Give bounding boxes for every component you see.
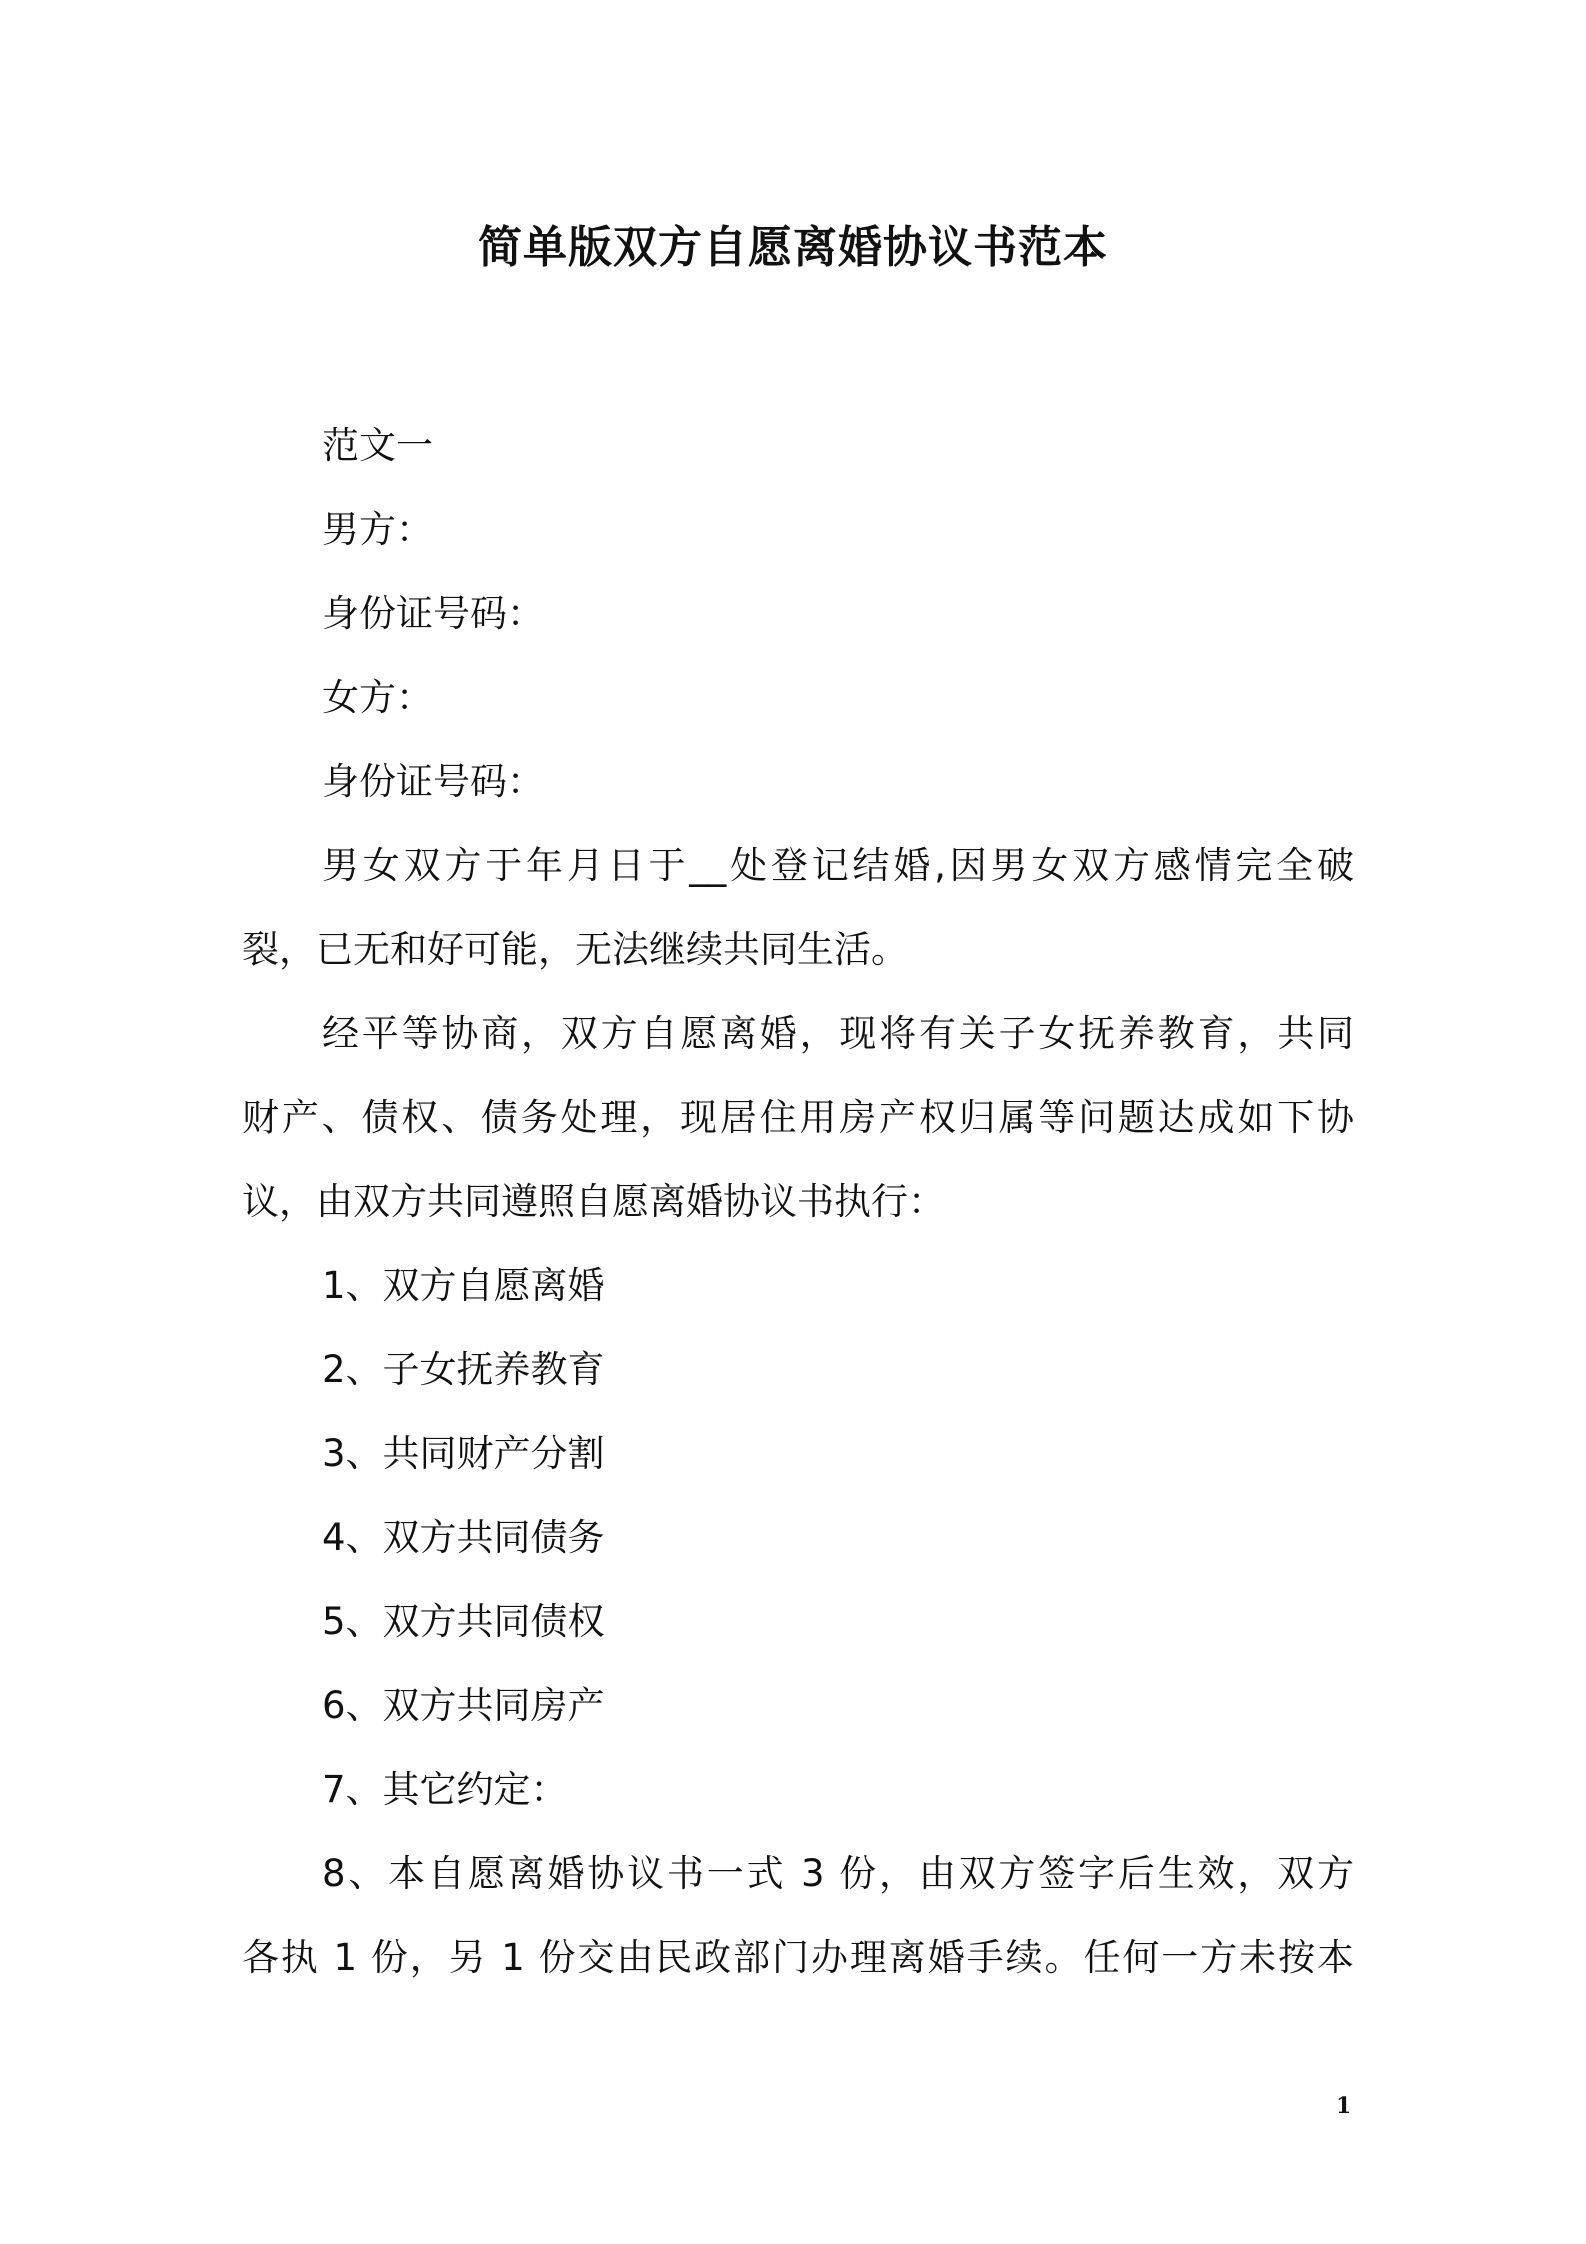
document-title: 简单版双方自愿离婚协议书范本 [478, 222, 1108, 273]
document-line: 女方： [322, 676, 433, 719]
document-line: 财产、债权、债务处理，现居住用房产权归属等问题达成如下协 [242, 1096, 1354, 1139]
document-body [242, 404, 1354, 2000]
page-number: 1 [1336, 2093, 1352, 2119]
document-line: 5、双方共同债权 [322, 1600, 605, 1643]
document-line: 男方： [322, 508, 433, 551]
document-line: 议，由双方共同遵照自愿离婚协议书执行： [242, 1180, 945, 1223]
document-line: 1、双方自愿离婚 [322, 1264, 605, 1307]
document-line: 身份证号码： [322, 592, 544, 635]
document-line: 经平等协商，双方自愿离婚，现将有关子女抚养教育，共同 [322, 1012, 1354, 1055]
document-line: 范文一 [322, 424, 433, 467]
document-line: 男女双方于年月日于__处登记结婚,因男女双方感情完全破 [322, 844, 1354, 887]
document-line: 6、双方共同房产 [322, 1684, 605, 1727]
document-line: 裂，已无和好可能，无法继续共同生活。 [242, 928, 908, 971]
document-line: 3、共同财产分割 [322, 1432, 605, 1475]
document-line: 各执 1 份，另 1 份交由民政部门办理离婚手续。任何一方未按本 [242, 1936, 1354, 1979]
document-line: 2、子女抚养教育 [322, 1348, 605, 1391]
document-line: 4、双方共同债务 [322, 1516, 605, 1559]
document-line: 8、本自愿离婚协议书一式 3 份，由双方签字后生效，双方 [322, 1852, 1354, 1895]
document-line: 身份证号码： [322, 760, 544, 803]
document-line: 7、其它约定： [322, 1768, 568, 1811]
